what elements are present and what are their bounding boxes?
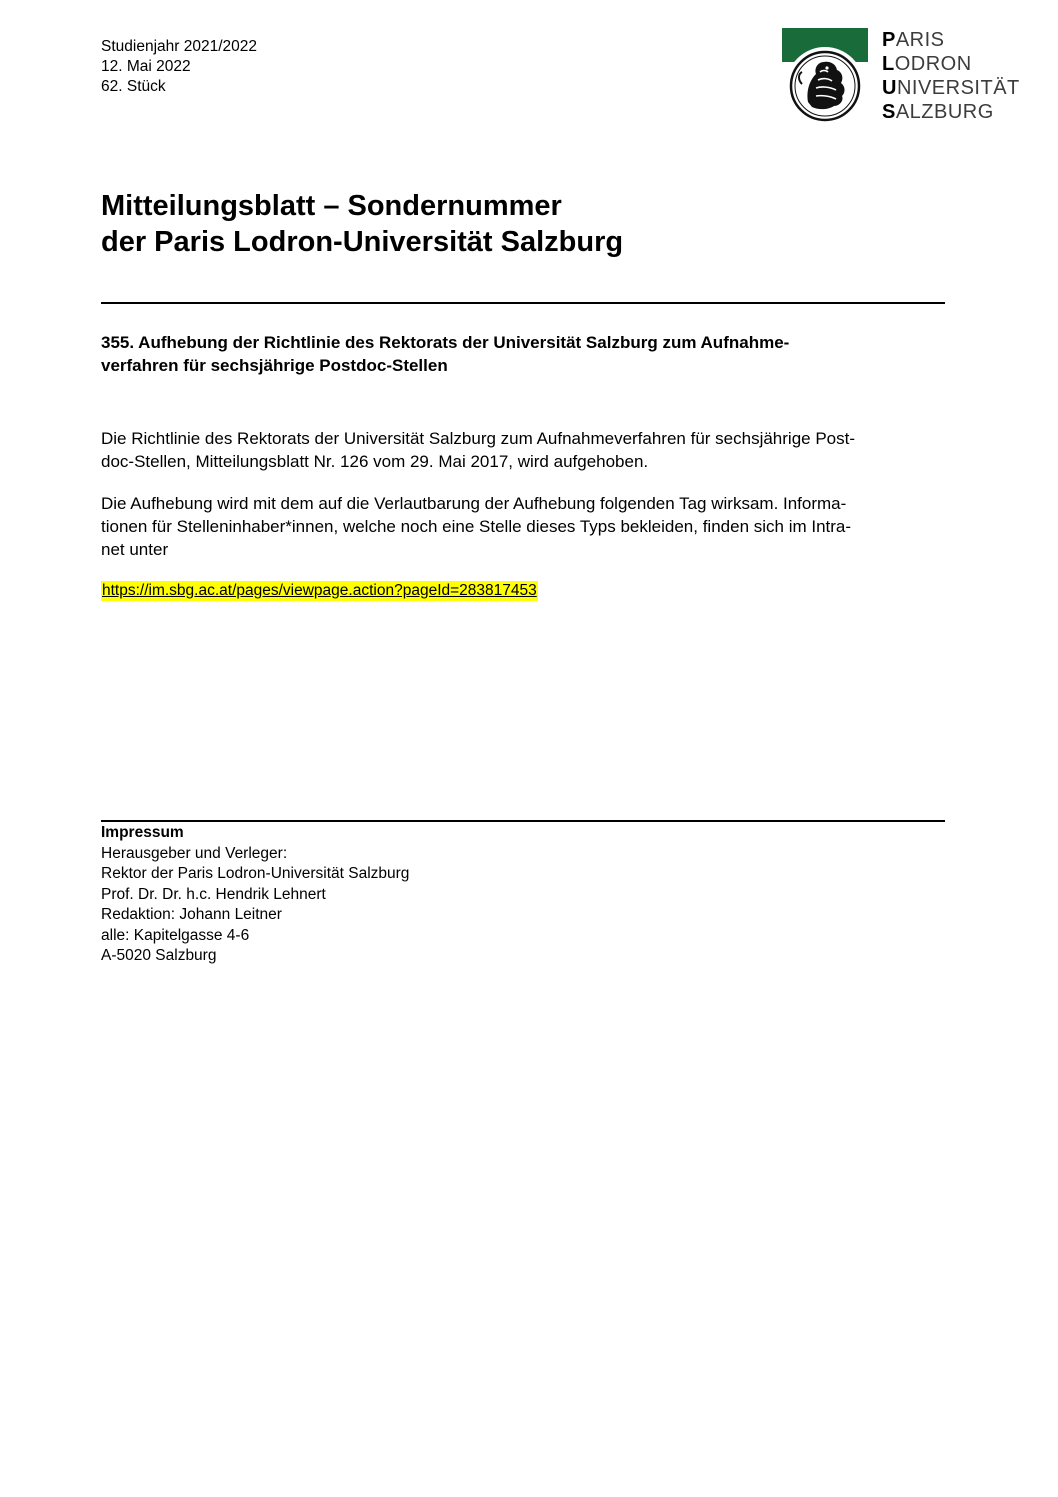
university-logo xyxy=(782,28,1032,134)
page-title-line-2: der Paris Lodron-Universität Salzburg xyxy=(101,226,624,258)
paragraph-2: Die Aufhebung wird mit dem auf die Verlautbarung der Aufhebung folgenden Tag wirksam. Informa- tionen für Stelleninhaber*innen, welche noch eine Stelle dieses Typs bekleiden, finden sich im Intra- net unter xyxy=(101,494,852,559)
impressum-line: Prof. Dr. Dr. h.c. Hendrik Lehnert xyxy=(101,885,326,903)
section-heading: 355. Aufhebung der Richtlinie des Rektorats der Universität Salzburg zum Aufnahme- verfahren für sechsjährige Postdoc-Stellen xyxy=(101,333,790,375)
impressum-line: Rektor der Paris Lodron-Universität Salzburg xyxy=(101,865,410,882)
academic-year: Studienjahr 2021/2022 xyxy=(101,38,257,55)
issue-date: 12. Mai 2022 xyxy=(101,58,191,75)
wordmark-line-universitaet: UNIVERSITÄT xyxy=(882,77,1020,99)
issue-number: 62. Stück xyxy=(101,78,166,95)
impressum-line: A-5020 Salzburg xyxy=(101,947,217,964)
impressum-line: Redaktion: Johann Leitner xyxy=(101,906,282,923)
impressum xyxy=(101,823,409,967)
paragraph-1: Die Richtlinie des Rektorats der Universität Salzburg zum Aufnahmeverfahren für sechsjährige Post- doc-Stellen, Mitteilungsblatt Nr. 126 vom 29. Mai 2017, wird aufgehoben. xyxy=(101,429,856,471)
wordmark-line-paris: PARIS xyxy=(882,29,945,51)
university-seal-lion-icon xyxy=(782,28,868,128)
intranet-link[interactable]: https://im.sbg.ac.at/pages/viewpage.action?pageId=283817453 xyxy=(102,582,537,599)
divider-bottom xyxy=(101,820,945,822)
issue-meta xyxy=(101,37,257,97)
wordmark-line-lodron: LODRON xyxy=(882,53,972,75)
page-title xyxy=(101,188,623,260)
impressum-line: alle: Kapitelgasse 4-6 xyxy=(101,926,250,944)
impressum-line: Herausgeber und Verleger: xyxy=(101,844,288,862)
page-title-line-1: Mitteilungsblatt – Sondernummer xyxy=(101,190,562,222)
wordmark-line-salzburg: SALZBURG xyxy=(882,101,994,123)
divider-top xyxy=(101,302,945,304)
university-wordmark xyxy=(882,28,1020,124)
impressum-title: Impressum xyxy=(101,824,184,841)
